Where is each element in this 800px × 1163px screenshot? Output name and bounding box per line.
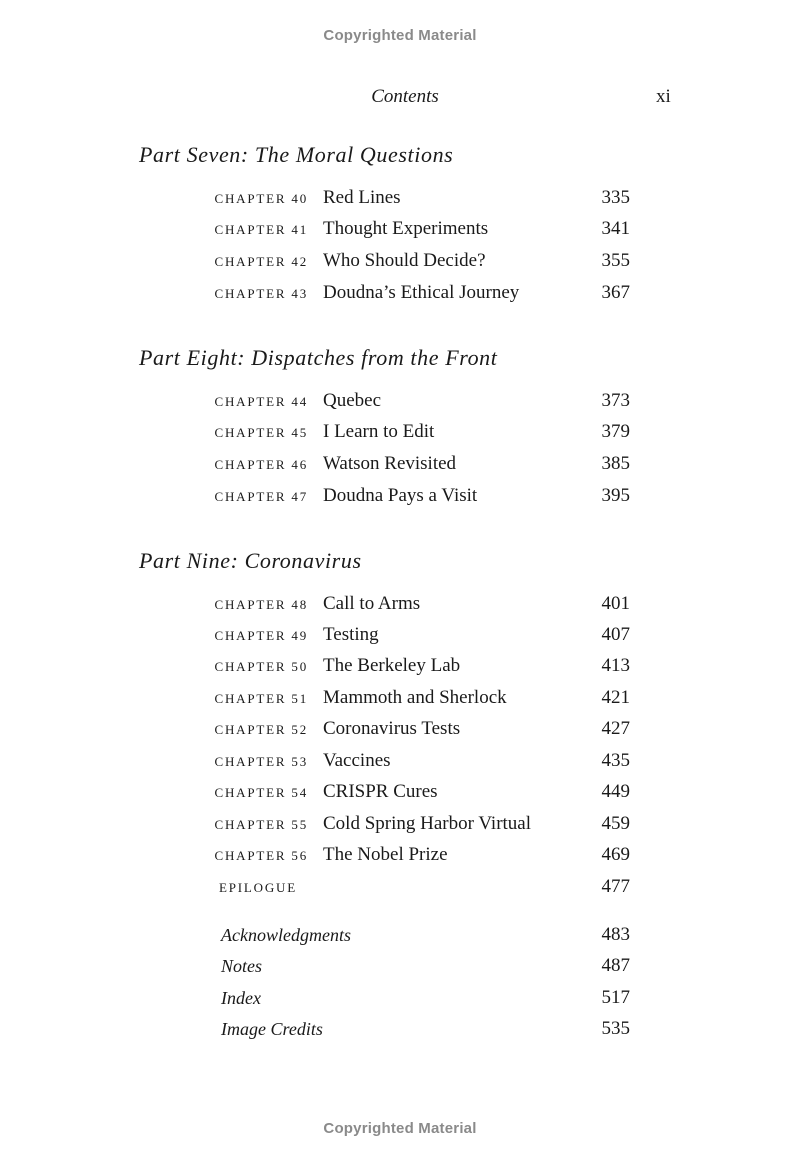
chapter-page: 469 xyxy=(601,844,630,865)
toc-entry[interactable] xyxy=(0,718,800,742)
chapter-page: 421 xyxy=(601,687,630,708)
part-eight-heading: Part Eight: Dispatches from the Front xyxy=(139,345,498,370)
toc-entry[interactable] xyxy=(0,655,800,679)
toc-entry[interactable] xyxy=(0,453,800,477)
toc-entry[interactable] xyxy=(0,218,800,242)
chapter-label: CHAPTER 47 xyxy=(214,489,308,504)
chapter-page: 355 xyxy=(601,250,630,271)
chapter-page: 449 xyxy=(601,781,630,802)
chapter-page: 459 xyxy=(601,813,630,834)
chapter-page: 435 xyxy=(601,750,630,771)
copyright-watermark-bottom: Copyrighted Material xyxy=(323,1120,477,1137)
toc-entry-back-matter[interactable] xyxy=(0,987,800,1011)
chapter-label: CHAPTER 42 xyxy=(214,254,308,269)
toc-entry[interactable] xyxy=(0,187,800,211)
chapter-title: The Berkeley Lab xyxy=(323,655,461,676)
toc-entry[interactable] xyxy=(0,593,800,617)
chapter-label: CHAPTER 49 xyxy=(214,628,308,643)
chapter-page: 379 xyxy=(601,421,630,442)
back-matter-page: 487 xyxy=(601,955,630,976)
chapter-label: CHAPTER 53 xyxy=(214,754,308,769)
toc-entry[interactable] xyxy=(0,844,800,868)
back-matter-title: Notes xyxy=(221,956,263,976)
chapter-label: CHAPTER 56 xyxy=(214,848,308,863)
chapter-title: Thought Experiments xyxy=(323,218,489,239)
toc-entry[interactable] xyxy=(0,624,800,648)
chapter-label: CHAPTER 44 xyxy=(214,394,308,409)
chapter-label: CHAPTER 45 xyxy=(214,425,308,440)
chapter-page: 427 xyxy=(601,718,630,739)
toc-entry-back-matter[interactable] xyxy=(0,924,800,948)
chapter-title: Quebec xyxy=(323,390,382,411)
chapter-page: 407 xyxy=(601,624,630,645)
chapter-label: CHAPTER 43 xyxy=(214,286,308,301)
toc-entry[interactable] xyxy=(0,390,800,414)
chapter-title: Doudna Pays a Visit xyxy=(323,485,478,506)
chapter-title: Doudna’s Ethical Journey xyxy=(323,282,520,303)
back-matter-title: Index xyxy=(221,988,261,1008)
chapter-title: Cold Spring Harbor Virtual xyxy=(323,813,532,834)
chapter-page: 395 xyxy=(601,485,630,506)
toc-entry[interactable] xyxy=(0,282,800,306)
chapter-label: CHAPTER 48 xyxy=(214,597,308,612)
chapter-label: CHAPTER 54 xyxy=(214,785,308,800)
toc-entry[interactable] xyxy=(0,750,800,774)
chapter-title: Watson Revisited xyxy=(323,453,457,474)
copyright-watermark-top: Copyrighted Material xyxy=(323,27,477,44)
chapter-title: Testing xyxy=(323,624,379,645)
toc-entry-back-matter[interactable] xyxy=(0,1018,800,1042)
chapter-title: Red Lines xyxy=(323,187,401,208)
part-seven-heading: Part Seven: The Moral Questions xyxy=(139,142,454,167)
toc-entry[interactable] xyxy=(0,485,800,509)
chapter-page: 341 xyxy=(601,218,630,239)
epilogue-page: 477 xyxy=(601,876,630,897)
chapter-label: CHAPTER 51 xyxy=(214,691,308,706)
chapter-title: Mammoth and Sherlock xyxy=(323,687,507,708)
chapter-page: 401 xyxy=(601,593,630,614)
chapter-title: Coronavirus Tests xyxy=(323,718,461,739)
back-matter-title: Image Credits xyxy=(221,1019,323,1039)
back-matter-page: 535 xyxy=(601,1018,630,1039)
chapter-page: 373 xyxy=(601,390,630,411)
chapter-title: The Nobel Prize xyxy=(323,844,448,865)
back-matter-page: 483 xyxy=(601,924,630,945)
chapter-label: CHAPTER 46 xyxy=(214,457,308,472)
epilogue-label: EPILOGUE xyxy=(219,880,297,895)
toc-entry-back-matter[interactable] xyxy=(0,955,800,979)
toc-entry[interactable] xyxy=(0,781,800,805)
back-matter-title: Acknowledgments xyxy=(221,925,351,945)
chapter-page: 413 xyxy=(601,655,630,676)
toc-entry[interactable] xyxy=(0,813,800,837)
chapter-label: CHAPTER 41 xyxy=(214,222,308,237)
chapter-label: CHAPTER 55 xyxy=(214,817,308,832)
running-title: Contents xyxy=(371,86,439,107)
chapter-title: Who Should Decide? xyxy=(323,250,486,271)
chapter-page: 335 xyxy=(601,187,630,208)
chapter-title: Vaccines xyxy=(323,750,391,771)
chapter-title: CRISPR Cures xyxy=(323,781,438,802)
back-matter-page: 517 xyxy=(601,987,630,1008)
chapter-page: 367 xyxy=(601,282,630,303)
chapter-label: CHAPTER 40 xyxy=(214,191,308,206)
toc-entry[interactable] xyxy=(0,687,800,711)
part-nine-heading: Part Nine: Coronavirus xyxy=(139,548,362,573)
chapter-label: CHAPTER 50 xyxy=(214,659,308,674)
toc-entry-epilogue[interactable] xyxy=(0,876,800,900)
toc-entry[interactable] xyxy=(0,250,800,274)
chapter-title: I Learn to Edit xyxy=(323,421,435,442)
chapter-title: Call to Arms xyxy=(323,593,421,614)
chapter-page: 385 xyxy=(601,453,630,474)
chapter-label: CHAPTER 52 xyxy=(214,722,308,737)
page-number: xi xyxy=(656,86,671,107)
toc-entry[interactable] xyxy=(0,421,800,445)
